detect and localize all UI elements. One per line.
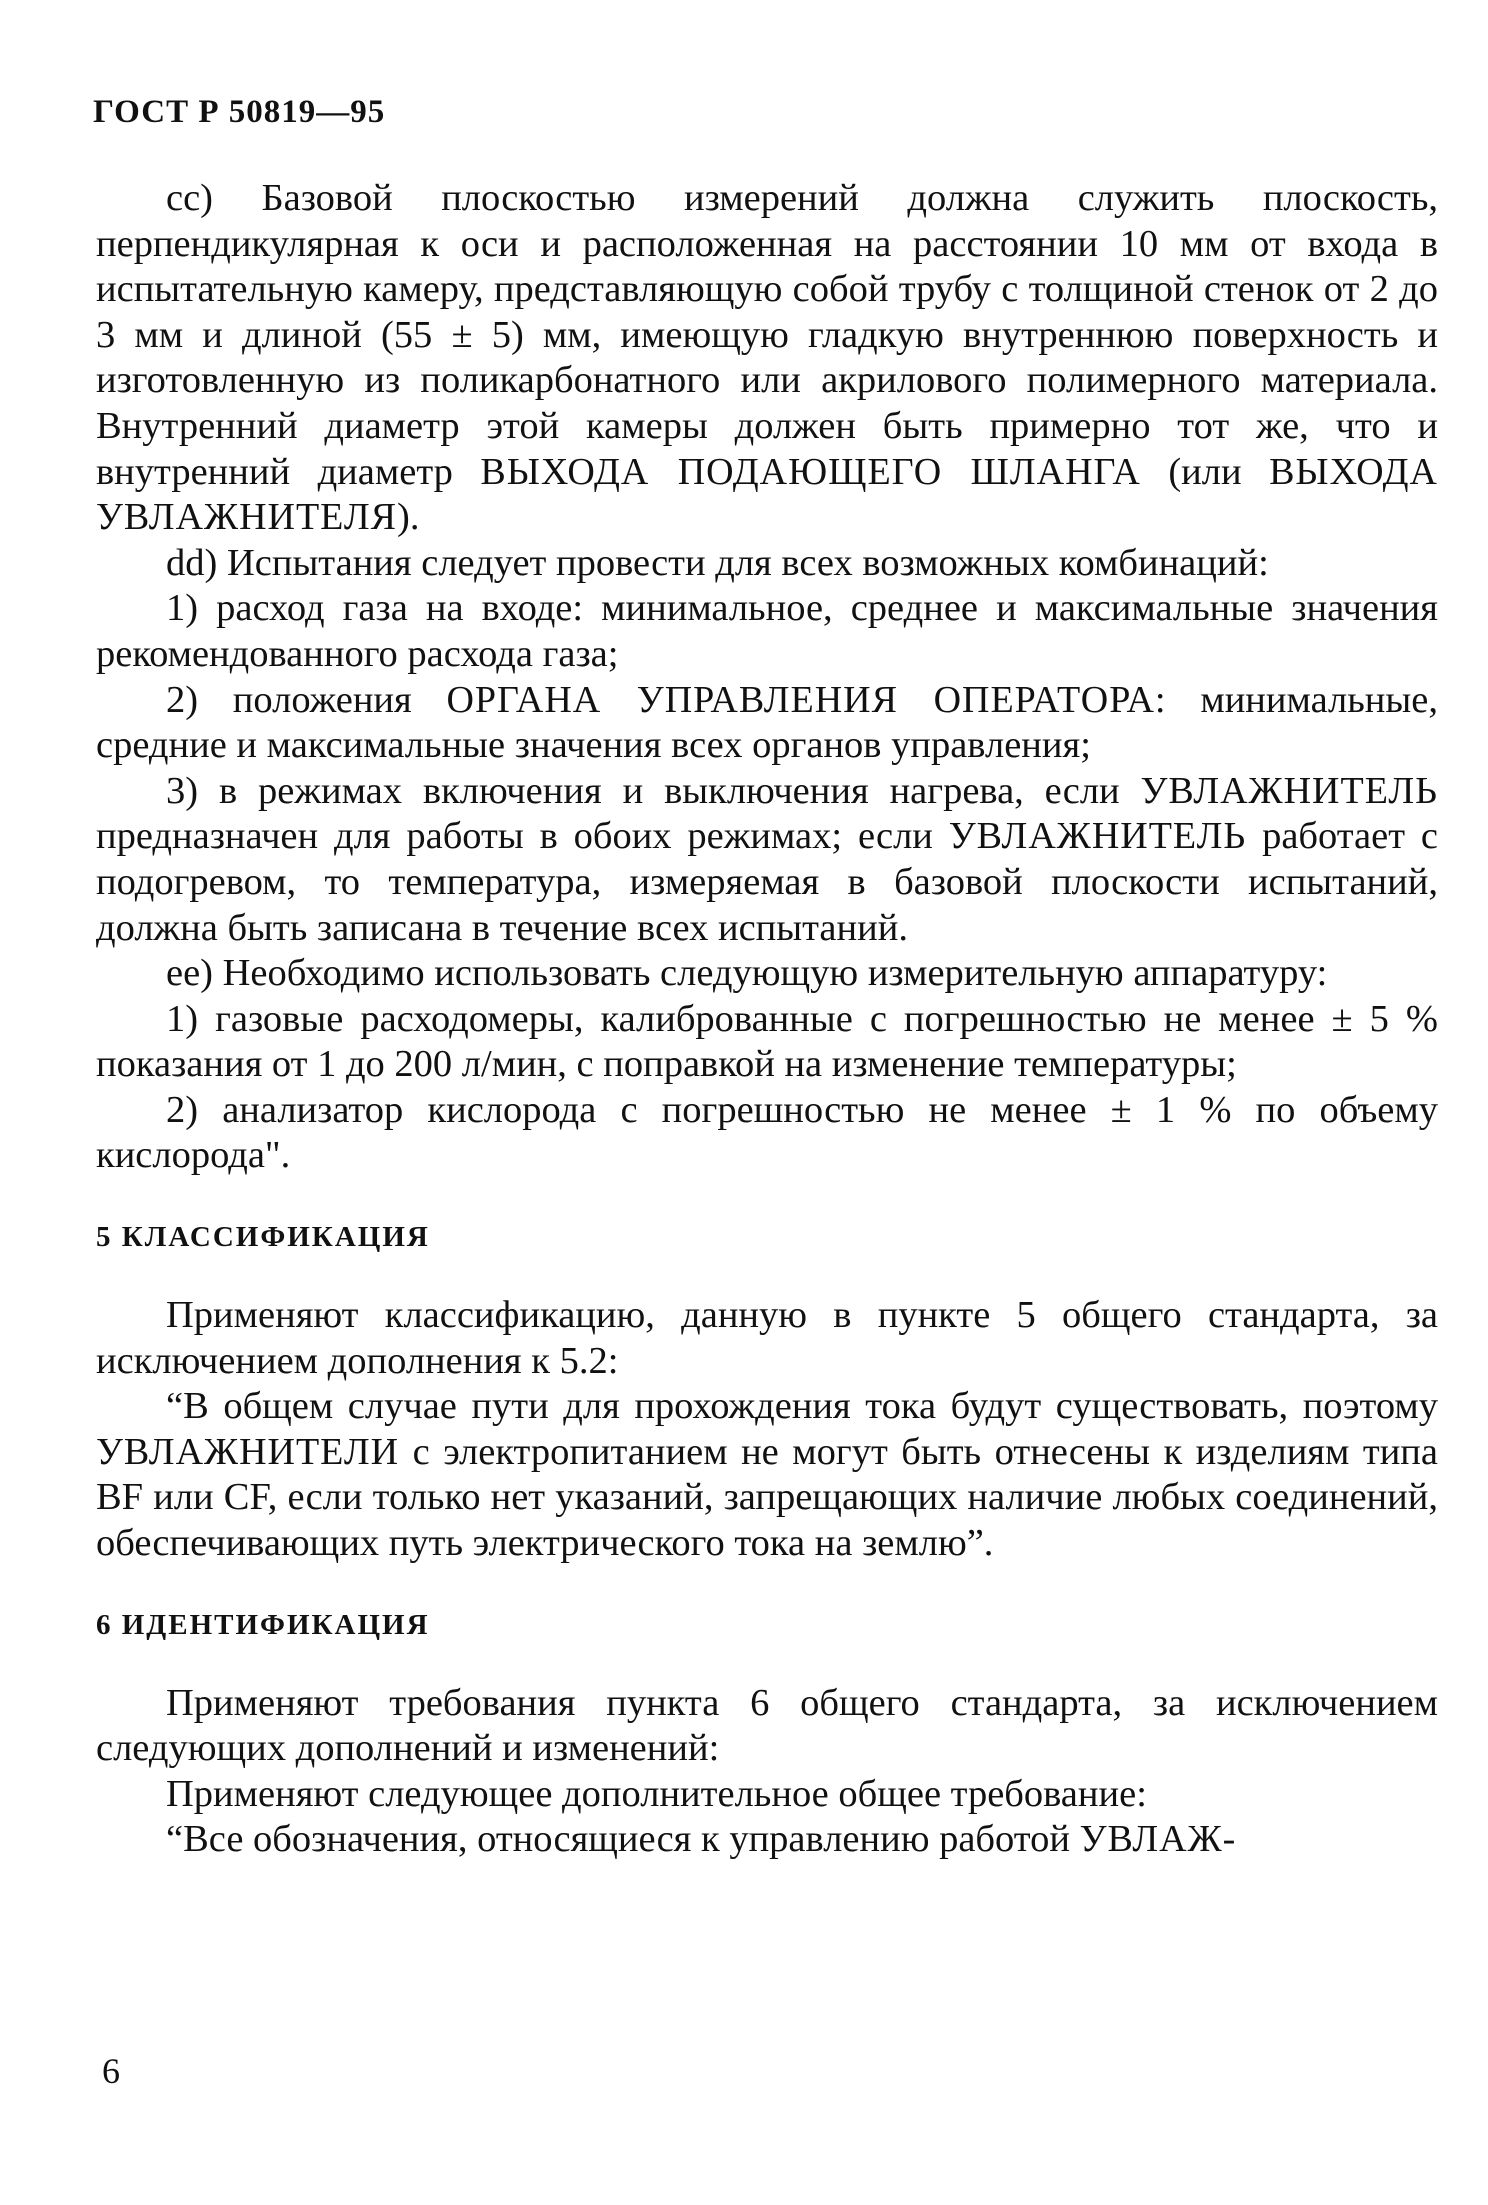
- paragraph-dd-3-text-3: работает с подогревом, то температура, измеряемая в базовой плоскости испытаний, должна быть записана в течение всех испытаний.: [96, 815, 1438, 949]
- section-6-paragraph-3: [96, 1817, 1438, 1863]
- page-number: 6: [102, 2051, 120, 2091]
- section-5-paragraph-2-text-2: с электропитанием не могут быть отнесены к изделиям типа BF или CF, если только нет указаний, запрещающих наличие любых соединений, обеспечивающих путь электрического тока на землю”.: [96, 1430, 1438, 1565]
- section-6-heading: 6 ИДЕНТИФИКАЦИЯ: [96, 1608, 430, 1641]
- section-6-paragraph-2: Применяют следующее дополнительное общее требование:: [166, 1772, 1147, 1815]
- paragraph-dd-2-text-1: 2) положения: [166, 678, 447, 721]
- paragraph-cc-text-3: ).: [397, 496, 420, 539]
- paragraph-dd: dd) Испытания следует провести для всех возможных комбинаций:: [166, 541, 1269, 584]
- paragraph-dd-3-text-2: предназначен для работы в обоих режимах; если: [96, 815, 949, 858]
- term-hose-outlet: ВЫХОДА ПОДАЮЩЕГО ШЛАНГА: [480, 450, 1141, 493]
- term-humidifier-2: УВЛАЖНИТЕЛЬ: [948, 815, 1247, 858]
- section-5-paragraph-1: Применяют классификацию, данную в пункте 5 общего стандарта, за исключением дополнения к 5.2:: [96, 1294, 1438, 1382]
- term-humidifiers: УВЛАЖНИТЕЛИ: [96, 1430, 400, 1473]
- term-humidifier-1: УВЛАЖНИТЕЛЬ: [1140, 769, 1438, 812]
- paragraph-cc-text-1: cc) Базовой плоскостью измерений должна служить плоскость, перпендикулярная к оси и расположенная на расстоянии 10 мм от входа в испытательную камеру, представляющую собой трубу с толщиной стенок от 2 до 3 мм и длиной (55 ± 5) мм, имеющую гладкую внутреннюю поверхность и изготовленную из поликарбонатного или акрилового полимерного материала. Внутренний диаметр этой камеры должен быть примерно тот же, что и внутренний диаметр: [96, 177, 1438, 493]
- section-6-paragraph-3-text-1: “Все обозначения, относящиеся к управлению работой: [166, 1818, 1080, 1861]
- term-operator-control: ОРГАНА УПРАВЛЕНИЯ ОПЕРАТОРА: [446, 678, 1155, 721]
- page-content: [96, 176, 1438, 1863]
- paragraph-cc: [96, 176, 1438, 541]
- paragraph-dd-1: 1) расход газа на входе: минимальное, среднее и максимальные значения рекомендованного расхода газа;: [96, 587, 1438, 675]
- section-5-heading: 5 КЛАССИФИКАЦИЯ: [96, 1221, 430, 1254]
- paragraph-cc-text-2: (или: [1140, 450, 1270, 493]
- section-5-paragraph-2-text-1: “В общем случае пути для прохождения тока будут существовать, поэтому: [166, 1385, 1438, 1428]
- paragraph-ee: ee) Необходимо использовать следующую измерительную аппаратуру:: [166, 952, 1328, 995]
- paragraph-dd-3-text-1: 3) в режимах включения и выключения нагрева, если: [166, 769, 1141, 812]
- paragraph-dd-2-text-2: : минимальные, средние и максимальные значения всех органов управления;: [96, 678, 1438, 767]
- term-humidifier-hyphenated: УВЛАЖ-: [1079, 1818, 1237, 1861]
- page-header-standard: ГОСТ Р 50819—95: [93, 94, 386, 130]
- paragraph-dd-2: [96, 678, 1438, 769]
- paragraph-dd-3: [96, 769, 1438, 951]
- section-6-paragraph-1: Применяют требования пункта 6 общего стандарта, за исключением следующих дополнений и изменений:: [96, 1681, 1438, 1770]
- paragraph-ee-2: 2) анализатор кислорода с погрешностью не менее ± 1 % по объему кислорода".: [96, 1088, 1438, 1177]
- paragraph-ee-1: 1) газовые расходомеры, калиброванные с погрешностью не менее ± 5 % показания от 1 до 200 л/мин, с поправкой на изменение температуры;: [96, 997, 1438, 1086]
- section-5-paragraph-2: [96, 1384, 1438, 1566]
- term-humidifier-outlet: ВЫХОДА УВЛАЖНИТЕЛЯ: [96, 450, 1438, 539]
